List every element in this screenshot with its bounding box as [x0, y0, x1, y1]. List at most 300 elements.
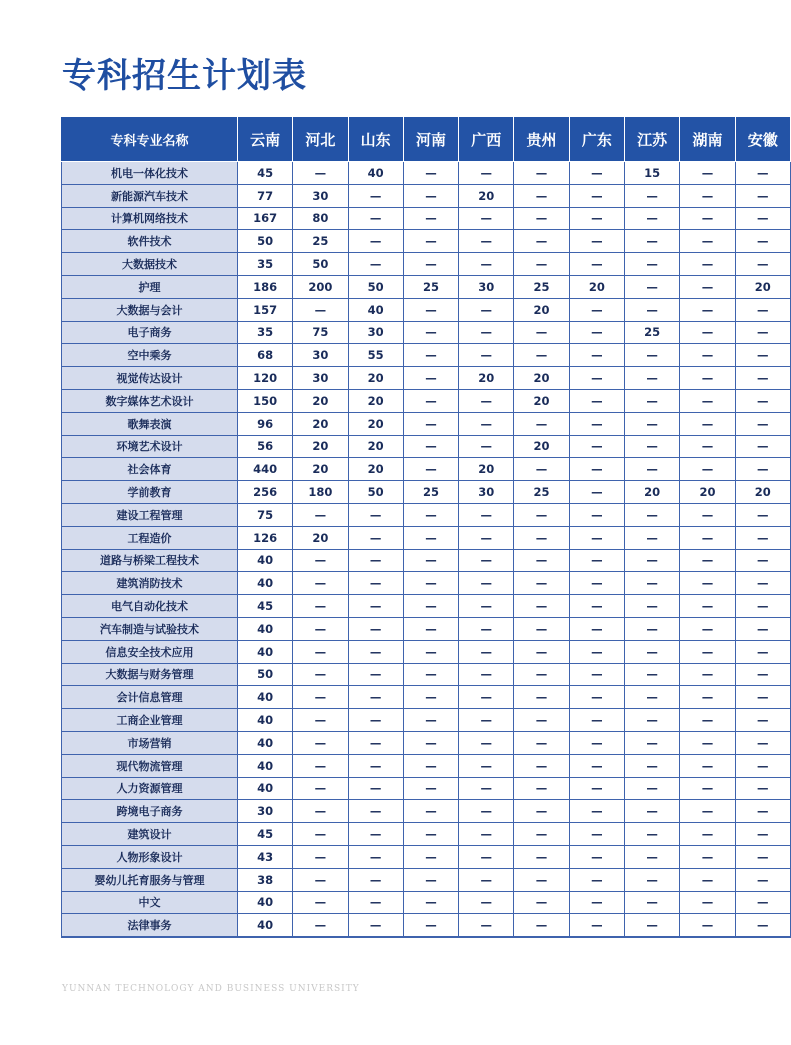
quota-cell: — — [514, 891, 569, 914]
quota-cell: — — [625, 731, 680, 754]
quota-cell: — — [680, 549, 735, 572]
quota-cell: — — [459, 389, 514, 412]
quota-cell: — — [459, 230, 514, 253]
table-row — [62, 709, 791, 732]
quota-cell: — — [569, 868, 624, 891]
quota-cell: 75 — [237, 503, 292, 526]
quota-cell: — — [293, 731, 348, 754]
table-row — [62, 184, 791, 207]
table-row — [62, 412, 791, 435]
quota-cell: — — [735, 458, 790, 481]
quota-cell: — — [459, 435, 514, 458]
quota-cell: — — [735, 503, 790, 526]
quota-cell: — — [403, 572, 458, 595]
quota-cell: 38 — [237, 868, 292, 891]
quota-cell: — — [735, 253, 790, 276]
quota-cell: — — [569, 526, 624, 549]
quota-cell: — — [514, 663, 569, 686]
quota-cell: 43 — [237, 845, 292, 868]
quota-cell: — — [735, 914, 790, 937]
quota-cell: — — [293, 868, 348, 891]
quota-cell: 25 — [514, 481, 569, 504]
major-name-cell: 汽车制造与试验技术 — [62, 617, 238, 640]
quota-cell: — — [348, 868, 403, 891]
quota-cell: — — [514, 207, 569, 230]
quota-cell: — — [293, 663, 348, 686]
quota-cell: 20 — [293, 526, 348, 549]
quota-cell: — — [293, 914, 348, 937]
quota-cell: — — [735, 823, 790, 846]
table-row — [62, 731, 791, 754]
quota-cell: 35 — [237, 321, 292, 344]
quota-cell: — — [514, 526, 569, 549]
header-province: 安徽 — [735, 117, 790, 162]
major-name-cell: 婴幼儿托育服务与管理 — [62, 868, 238, 891]
quota-cell: — — [514, 800, 569, 823]
quota-cell: 40 — [237, 891, 292, 914]
table-row — [62, 845, 791, 868]
quota-cell: 20 — [514, 298, 569, 321]
quota-cell: 35 — [237, 253, 292, 276]
quota-cell: 120 — [237, 367, 292, 390]
quota-cell: — — [459, 823, 514, 846]
quota-cell: 40 — [237, 549, 292, 572]
quota-cell: — — [403, 640, 458, 663]
table-row — [62, 823, 791, 846]
major-name-cell: 工程造价 — [62, 526, 238, 549]
quota-cell: — — [459, 321, 514, 344]
quota-cell: 25 — [403, 481, 458, 504]
quota-cell: — — [403, 800, 458, 823]
quota-cell: 20 — [293, 389, 348, 412]
header-province: 广东 — [569, 117, 624, 162]
quota-cell: — — [625, 253, 680, 276]
quota-cell: — — [459, 253, 514, 276]
quota-cell: 20 — [293, 458, 348, 481]
quota-cell: — — [569, 891, 624, 914]
quota-cell: — — [735, 207, 790, 230]
quota-cell: 40 — [348, 298, 403, 321]
quota-cell: — — [514, 845, 569, 868]
quota-cell: — — [514, 253, 569, 276]
quota-cell: — — [514, 162, 569, 185]
quota-cell: — — [348, 800, 403, 823]
page-title: 专科招生计划表 — [62, 56, 307, 96]
table-row — [62, 640, 791, 663]
major-name-cell: 电气自动化技术 — [62, 595, 238, 618]
major-name-cell: 歌舞表演 — [62, 412, 238, 435]
major-name-cell: 计算机网络技术 — [62, 207, 238, 230]
quota-cell: — — [348, 640, 403, 663]
quota-cell: — — [514, 344, 569, 367]
quota-cell: 40 — [237, 572, 292, 595]
quota-cell: — — [514, 595, 569, 618]
quota-cell: — — [735, 435, 790, 458]
quota-cell: — — [348, 914, 403, 937]
quota-cell: — — [625, 549, 680, 572]
quota-cell: — — [293, 617, 348, 640]
quota-cell: 20 — [293, 412, 348, 435]
table-row — [62, 777, 791, 800]
quota-cell: — — [514, 777, 569, 800]
quota-cell: — — [735, 184, 790, 207]
quota-cell: — — [403, 344, 458, 367]
quota-cell: — — [569, 162, 624, 185]
major-name-cell: 市场营销 — [62, 731, 238, 754]
quota-cell: — — [735, 617, 790, 640]
major-name-cell: 学前教育 — [62, 481, 238, 504]
quota-cell: — — [403, 868, 458, 891]
quota-cell: 126 — [237, 526, 292, 549]
quota-cell: — — [459, 617, 514, 640]
quota-cell: — — [680, 526, 735, 549]
quota-cell: — — [625, 572, 680, 595]
quota-cell: — — [680, 663, 735, 686]
quota-cell: 256 — [237, 481, 292, 504]
major-name-cell: 大数据技术 — [62, 253, 238, 276]
quota-cell: — — [459, 526, 514, 549]
quota-cell: — — [403, 230, 458, 253]
quota-cell: 40 — [237, 686, 292, 709]
quota-cell: — — [459, 914, 514, 937]
quota-cell: — — [680, 344, 735, 367]
quota-cell: — — [459, 754, 514, 777]
quota-cell: — — [680, 823, 735, 846]
quota-cell: — — [625, 640, 680, 663]
quota-cell: — — [735, 549, 790, 572]
major-name-cell: 人物形象设计 — [62, 845, 238, 868]
quota-cell: 20 — [348, 412, 403, 435]
table-header-row — [62, 117, 791, 162]
quota-cell: — — [459, 412, 514, 435]
table-row — [62, 663, 791, 686]
quota-cell: — — [569, 549, 624, 572]
quota-cell: — — [569, 777, 624, 800]
quota-cell: 150 — [237, 389, 292, 412]
quota-cell: — — [625, 891, 680, 914]
quota-cell: — — [293, 823, 348, 846]
major-name-cell: 电子商务 — [62, 321, 238, 344]
quota-cell: — — [459, 207, 514, 230]
quota-cell: — — [680, 253, 735, 276]
quota-cell: — — [569, 298, 624, 321]
quota-cell: — — [680, 868, 735, 891]
quota-cell: — — [459, 298, 514, 321]
quota-cell: — — [403, 321, 458, 344]
table-row — [62, 914, 791, 937]
major-name-cell: 工商企业管理 — [62, 709, 238, 732]
quota-cell: 25 — [514, 275, 569, 298]
major-name-cell: 建筑设计 — [62, 823, 238, 846]
table-row — [62, 868, 791, 891]
major-name-cell: 空中乘务 — [62, 344, 238, 367]
quota-cell: — — [735, 572, 790, 595]
quota-cell: — — [459, 503, 514, 526]
quota-cell: — — [348, 617, 403, 640]
quota-cell: — — [735, 412, 790, 435]
quota-cell: — — [625, 503, 680, 526]
quota-cell: — — [403, 891, 458, 914]
header-province: 河北 — [293, 117, 348, 162]
quota-cell: — — [569, 184, 624, 207]
quota-cell: — — [680, 184, 735, 207]
header-province: 贵州 — [514, 117, 569, 162]
quota-cell: — — [569, 663, 624, 686]
quota-cell: — — [459, 800, 514, 823]
quota-cell: — — [403, 412, 458, 435]
quota-cell: — — [403, 298, 458, 321]
quota-cell: 40 — [237, 914, 292, 937]
quota-cell: — — [459, 709, 514, 732]
quota-cell: 30 — [459, 481, 514, 504]
quota-cell: 30 — [237, 800, 292, 823]
quota-cell: 80 — [293, 207, 348, 230]
header-major-name: 专科专业名称 — [62, 117, 238, 162]
quota-cell: 40 — [237, 731, 292, 754]
quota-cell: — — [403, 709, 458, 732]
quota-cell: — — [514, 412, 569, 435]
quota-cell: — — [625, 868, 680, 891]
major-name-cell: 社会体育 — [62, 458, 238, 481]
quota-cell: — — [569, 800, 624, 823]
quota-cell: — — [459, 549, 514, 572]
university-footer: YUNNAN TECHNOLOGY AND BUSINESS UNIVERSITY — [62, 984, 360, 994]
quota-cell: — — [403, 367, 458, 390]
quota-cell: — — [403, 184, 458, 207]
quota-cell: 45 — [237, 162, 292, 185]
quota-cell: — — [403, 526, 458, 549]
table-row — [62, 344, 791, 367]
quota-cell: 440 — [237, 458, 292, 481]
quota-cell: — — [735, 868, 790, 891]
table-row — [62, 549, 791, 572]
quota-cell: — — [680, 640, 735, 663]
quota-cell: — — [348, 845, 403, 868]
quota-cell: 40 — [348, 162, 403, 185]
quota-cell: — — [293, 754, 348, 777]
quota-cell: — — [514, 709, 569, 732]
quota-cell: — — [348, 891, 403, 914]
quota-cell: — — [514, 503, 569, 526]
quota-cell: — — [625, 184, 680, 207]
table-row — [62, 298, 791, 321]
table-row — [62, 230, 791, 253]
table-row — [62, 891, 791, 914]
quota-cell: 40 — [237, 640, 292, 663]
quota-cell: — — [735, 344, 790, 367]
quota-cell: — — [459, 640, 514, 663]
major-name-cell: 中文 — [62, 891, 238, 914]
quota-cell: 157 — [237, 298, 292, 321]
quota-cell: 20 — [514, 435, 569, 458]
quota-cell: — — [625, 595, 680, 618]
quota-cell: — — [569, 914, 624, 937]
major-name-cell: 人力资源管理 — [62, 777, 238, 800]
quota-cell: — — [514, 731, 569, 754]
header-province: 广西 — [459, 117, 514, 162]
quota-cell: — — [735, 891, 790, 914]
quota-cell: — — [625, 389, 680, 412]
table-row — [62, 275, 791, 298]
quota-cell: 20 — [735, 481, 790, 504]
quota-cell: — — [680, 572, 735, 595]
major-name-cell: 新能源汽车技术 — [62, 184, 238, 207]
quota-cell: — — [514, 823, 569, 846]
quota-cell: — — [459, 777, 514, 800]
quota-cell: — — [514, 458, 569, 481]
quota-cell: — — [625, 845, 680, 868]
header-province: 江苏 — [625, 117, 680, 162]
quota-cell: — — [625, 275, 680, 298]
quota-cell: 56 — [237, 435, 292, 458]
quota-cell: — — [293, 686, 348, 709]
quota-cell: — — [403, 686, 458, 709]
quota-cell: — — [403, 253, 458, 276]
quota-cell: — — [293, 572, 348, 595]
major-name-cell: 建设工程管理 — [62, 503, 238, 526]
quota-cell: — — [625, 754, 680, 777]
quota-cell: — — [403, 458, 458, 481]
quota-cell: — — [403, 914, 458, 937]
quota-cell: 68 — [237, 344, 292, 367]
quota-cell: — — [680, 777, 735, 800]
table-row — [62, 389, 791, 412]
quota-cell: — — [403, 754, 458, 777]
quota-cell: — — [459, 162, 514, 185]
quota-cell: — — [569, 640, 624, 663]
quota-cell: 40 — [237, 754, 292, 777]
quota-cell: — — [293, 503, 348, 526]
quota-cell: 75 — [293, 321, 348, 344]
quota-cell: 96 — [237, 412, 292, 435]
major-name-cell: 道路与桥梁工程技术 — [62, 549, 238, 572]
header-province: 湖南 — [680, 117, 735, 162]
quota-cell: — — [569, 435, 624, 458]
quota-cell: — — [459, 344, 514, 367]
quota-cell: 20 — [459, 184, 514, 207]
major-name-cell: 机电一体化技术 — [62, 162, 238, 185]
quota-cell: — — [735, 777, 790, 800]
quota-cell: — — [569, 595, 624, 618]
quota-cell: — — [348, 572, 403, 595]
quota-cell: — — [680, 800, 735, 823]
quota-cell: — — [348, 709, 403, 732]
quota-cell: — — [293, 595, 348, 618]
quota-cell: — — [459, 868, 514, 891]
quota-cell: 50 — [348, 275, 403, 298]
quota-cell: — — [735, 800, 790, 823]
quota-cell: — — [569, 503, 624, 526]
quota-cell: — — [625, 823, 680, 846]
quota-cell: — — [680, 298, 735, 321]
quota-cell: 25 — [293, 230, 348, 253]
quota-cell: 25 — [625, 321, 680, 344]
quota-cell: — — [625, 663, 680, 686]
table-row — [62, 207, 791, 230]
quota-cell: — — [293, 709, 348, 732]
quota-cell: — — [680, 731, 735, 754]
quota-cell: — — [293, 298, 348, 321]
quota-cell: — — [735, 686, 790, 709]
quota-cell: 167 — [237, 207, 292, 230]
quota-cell: — — [403, 823, 458, 846]
quota-cell: — — [403, 595, 458, 618]
major-name-cell: 护理 — [62, 275, 238, 298]
enrollment-plan-table — [61, 116, 791, 938]
quota-cell: — — [569, 253, 624, 276]
table-row — [62, 595, 791, 618]
quota-cell: — — [680, 503, 735, 526]
quota-cell: — — [403, 617, 458, 640]
quota-cell: — — [403, 663, 458, 686]
quota-cell: — — [514, 321, 569, 344]
quota-cell: — — [514, 754, 569, 777]
quota-cell: — — [348, 777, 403, 800]
major-name-cell: 建筑消防技术 — [62, 572, 238, 595]
quota-cell: — — [680, 617, 735, 640]
quota-cell: — — [735, 754, 790, 777]
quota-cell: 20 — [514, 367, 569, 390]
quota-cell: — — [348, 230, 403, 253]
quota-cell: — — [625, 230, 680, 253]
table-row — [62, 367, 791, 390]
quota-cell: 30 — [348, 321, 403, 344]
quota-cell: 200 — [293, 275, 348, 298]
quota-cell: — — [735, 321, 790, 344]
table-row — [62, 481, 791, 504]
major-name-cell: 跨境电子商务 — [62, 800, 238, 823]
quota-cell: — — [348, 823, 403, 846]
table-row — [62, 572, 791, 595]
quota-cell: — — [403, 549, 458, 572]
quota-cell: — — [625, 458, 680, 481]
quota-cell: — — [348, 526, 403, 549]
header-province: 山东 — [348, 117, 403, 162]
quota-cell: — — [569, 617, 624, 640]
quota-cell: — — [735, 230, 790, 253]
quota-cell: — — [569, 731, 624, 754]
quota-cell: — — [514, 868, 569, 891]
quota-cell: — — [348, 686, 403, 709]
quota-cell: — — [514, 640, 569, 663]
quota-cell: — — [514, 686, 569, 709]
major-name-cell: 软件技术 — [62, 230, 238, 253]
quota-cell: — — [680, 435, 735, 458]
table-row — [62, 503, 791, 526]
quota-cell: — — [680, 686, 735, 709]
quota-cell: — — [625, 207, 680, 230]
quota-cell: — — [293, 162, 348, 185]
table-row — [62, 754, 791, 777]
quota-cell: — — [625, 800, 680, 823]
quota-cell: — — [569, 845, 624, 868]
quota-cell: — — [625, 526, 680, 549]
quota-cell: — — [625, 686, 680, 709]
quota-cell: — — [569, 754, 624, 777]
quota-cell: — — [625, 412, 680, 435]
quota-cell: 77 — [237, 184, 292, 207]
table-row — [62, 253, 791, 276]
quota-cell: — — [348, 253, 403, 276]
quota-cell: — — [514, 617, 569, 640]
quota-cell: 180 — [293, 481, 348, 504]
quota-cell: — — [348, 207, 403, 230]
quota-cell: — — [680, 230, 735, 253]
quota-cell: — — [459, 845, 514, 868]
quota-cell: — — [459, 731, 514, 754]
header-province: 河南 — [403, 117, 458, 162]
quota-cell: 20 — [680, 481, 735, 504]
